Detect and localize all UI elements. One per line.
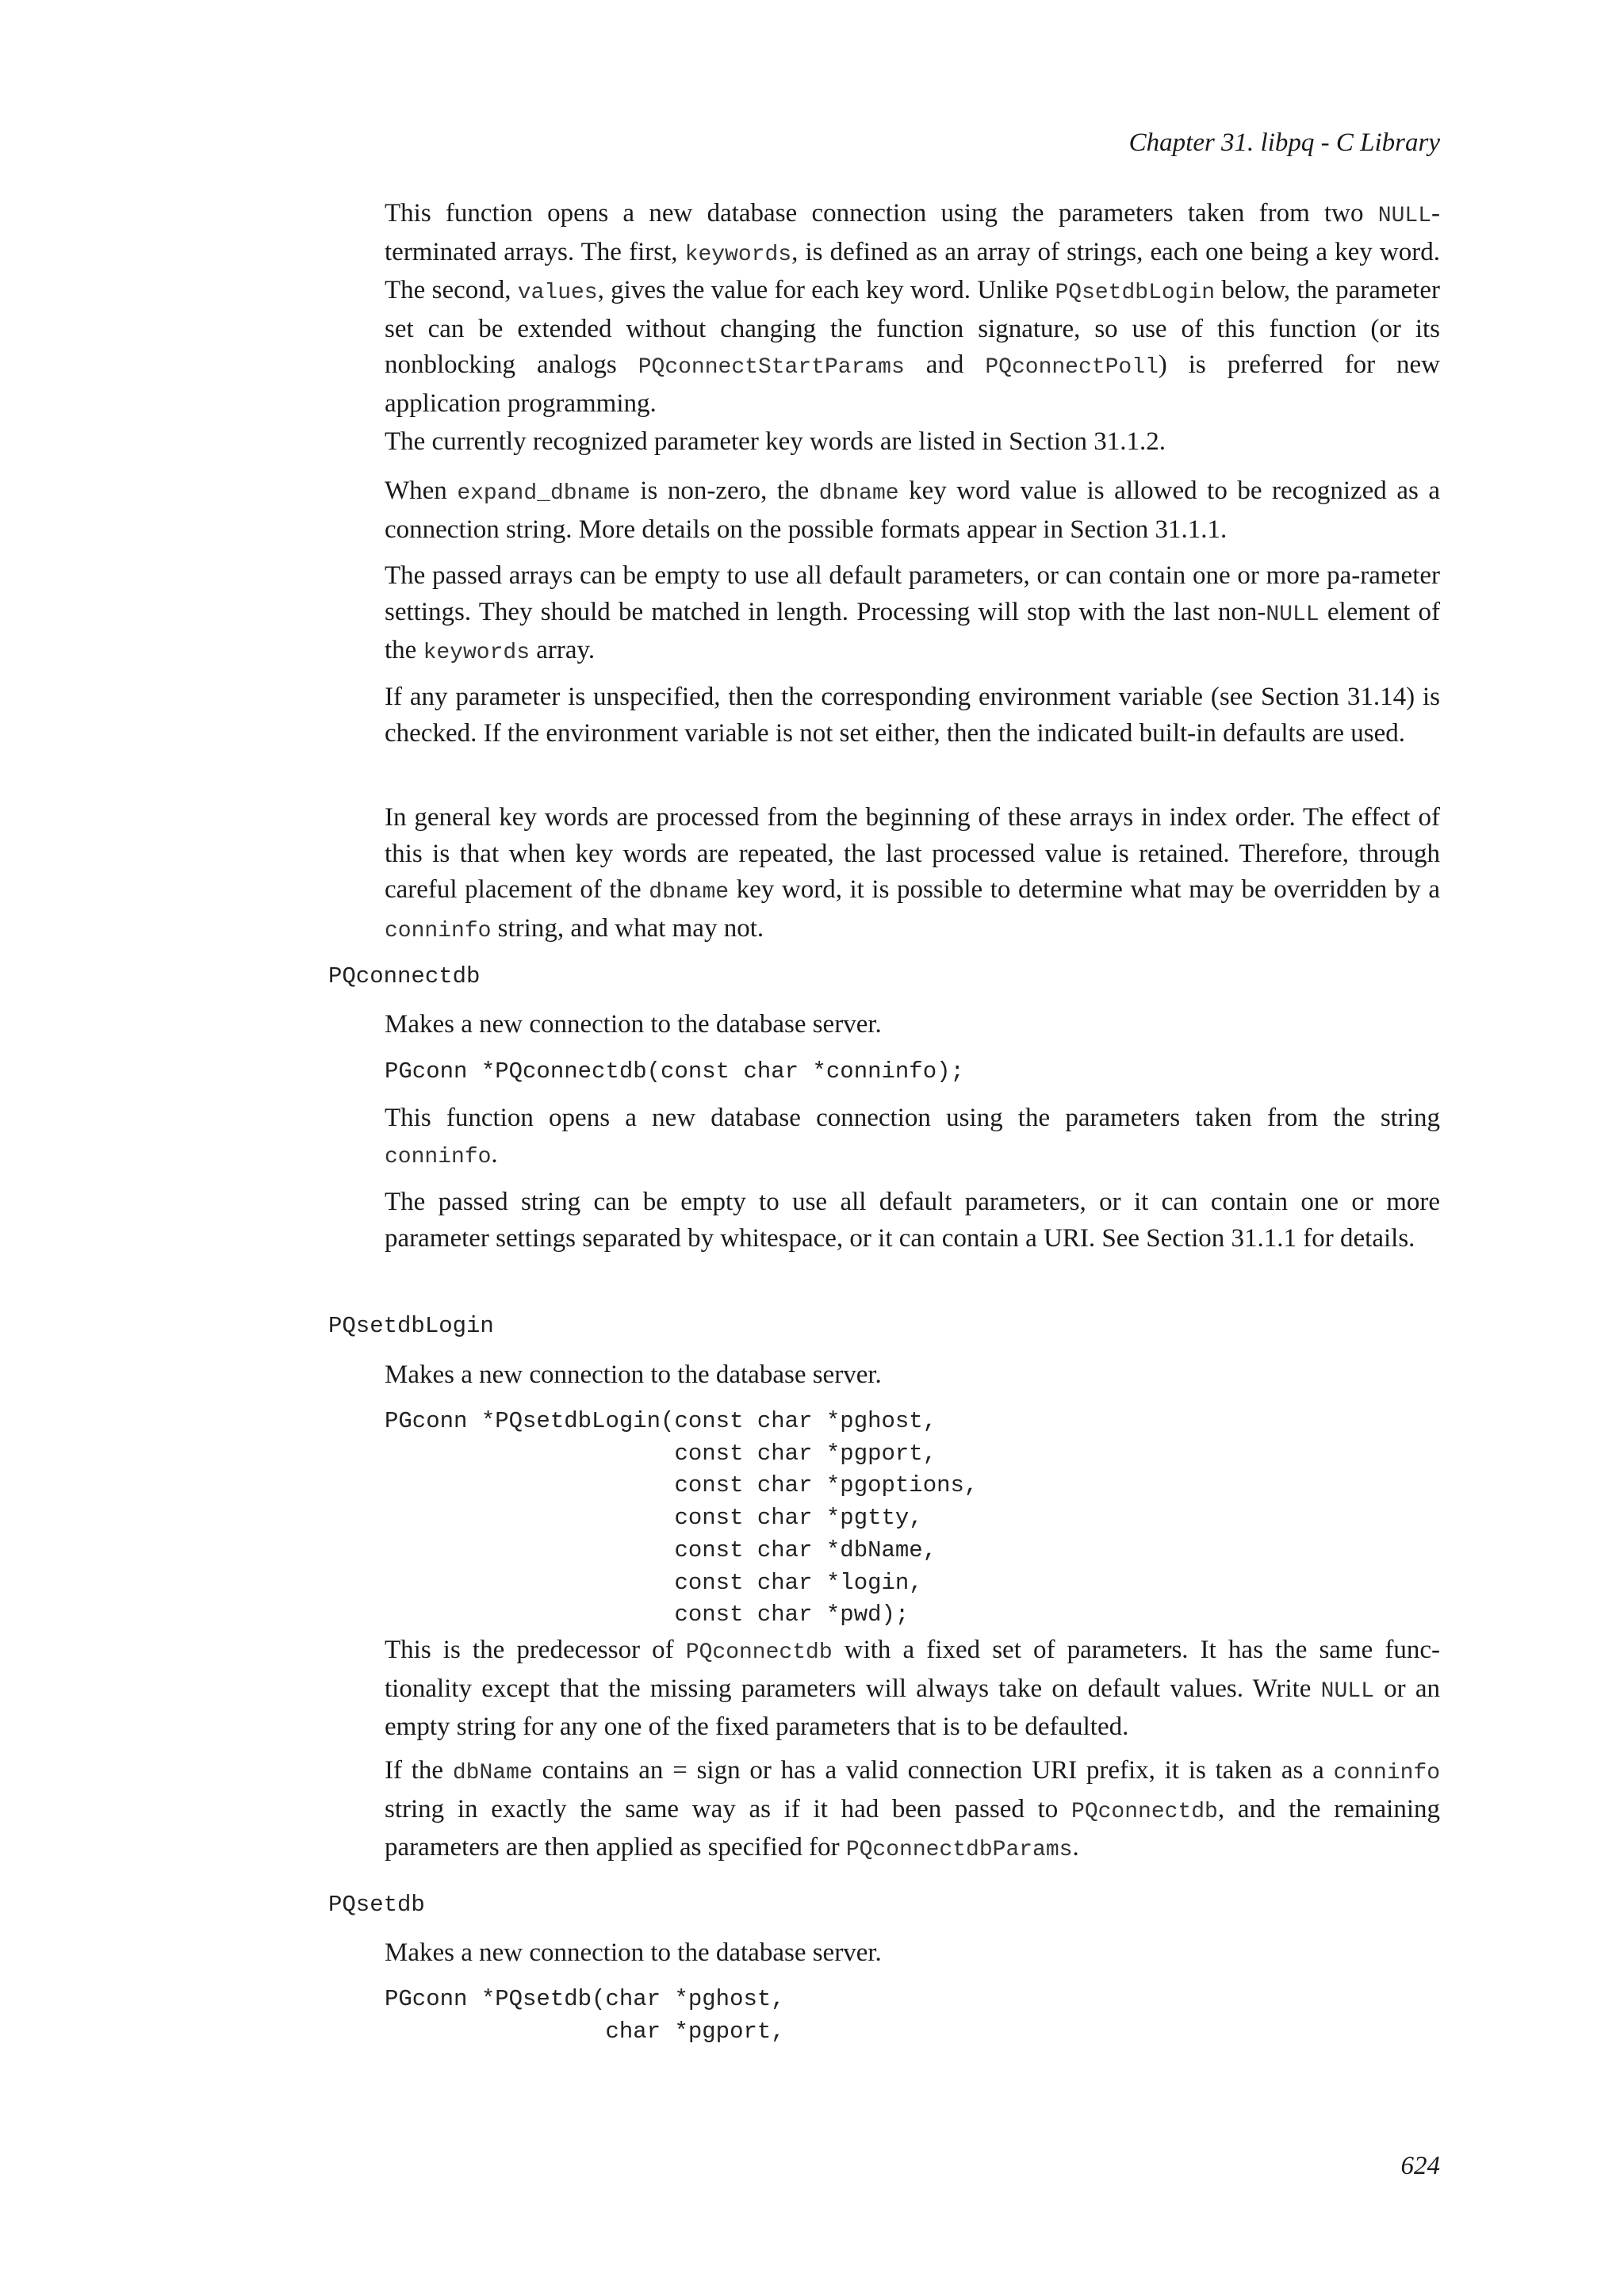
pqsetdblogin-description: Makes a new connection to the database server. bbox=[385, 1360, 882, 1389]
intro-paragraph-5: If any parameter is unspecified, then the corresponding environment variable (see Section 31.14) is checked. If the environment variable is not set either, then the indicated built-in defaults are used. bbox=[385, 683, 1440, 748]
pqsetdblogin-paragraph-2: If the dbName contains an = sign or has a valid connection URI prefix, it is taken as a conninfo string in exactly the same way as if it had been passed to PQconnectdb, and the remaining parameters are then applied as specified for PQconnectdbParams. bbox=[385, 1756, 1440, 1862]
intro-paragraph-2: The currently recognized parameter key words are listed in Section 31.1.2. bbox=[385, 427, 1166, 456]
pqsetdblogin-paragraph-1: This is the predecessor of PQconnectdb with a fixed set of parameters. It has the same func-tionality except that the missing parameters will always take on default values. Write NULL or an empty string for any one of the fixed parameters that is to be defaulted. bbox=[385, 1636, 1440, 1741]
term-pqconnectdb: PQconnectdb bbox=[328, 963, 481, 989]
term-pqsetdb: PQsetdb bbox=[328, 1892, 425, 1918]
pqsetdblogin-code: PGconn *PQsetdbLogin(const char *pghost, const char *pgport, const char *pgoptions, const char *pgtty, const char *dbName, const char *login, const char *pwd); bbox=[385, 1408, 979, 1628]
intro-paragraph-3: When expand_dbname is non-zero, the dbname key word value is allowed to be recognized as a connection string. More details on the possible formats appear in Section 31.1.1. bbox=[385, 476, 1440, 544]
pqsetdb-code: PGconn *PQsetdb(char *pghost, char *pgport, bbox=[385, 1986, 785, 2045]
pqconnectdb-description: Makes a new connection to the database server. bbox=[385, 1010, 882, 1039]
running-header: Chapter 31. libpq - C Library bbox=[1128, 128, 1440, 157]
pqsetdb-description: Makes a new connection to the database server. bbox=[385, 1938, 882, 1967]
term-pqsetdblogin: PQsetdbLogin bbox=[328, 1313, 494, 1339]
page-number: 624 bbox=[1400, 2152, 1440, 2180]
pqconnectdb-paragraph-1: This function opens a new database connection using the parameters taken from the string conninfo. bbox=[385, 1104, 1440, 1169]
intro-paragraph-6: In general key words are processed from the beginning of these arrays in index order. The effect of this is that when key words are repeated, the last processed value is retained. Therefore, through careful placement of the dbname key word, it is possible to determine what may be overridden by a conninfo string, and what may not. bbox=[385, 803, 1440, 943]
pqconnectdb-paragraph-2: The passed string can be empty to use all default parameters, or it can contain one or more parameter settings separated by whitespace, or it can contain a URI. See Section 31.1.1 for details. bbox=[385, 1188, 1440, 1253]
intro-paragraph-4: The passed arrays can be empty to use all default parameters, or can contain one or more pa-rameter settings. They should be matched in length. Processing will stop with the last non-NULL element of the keywords array. bbox=[385, 561, 1440, 665]
intro-paragraph-1: This function opens a new database connection using the parameters taken from two NULL-terminated arrays. The first, keywords, is defined as an array of strings, each one being a key word. The second, values, gives the value for each key word. Unlike PQsetdbLogin below, the parameter set can be extended without changing the function signature, so use of this function (or its nonblocking analogs PQconnectStartParams and PQconnectPoll) is preferred for new application programming. bbox=[385, 199, 1440, 418]
pqconnectdb-code: PGconn *PQconnectdb(const char *conninfo); bbox=[385, 1058, 964, 1085]
